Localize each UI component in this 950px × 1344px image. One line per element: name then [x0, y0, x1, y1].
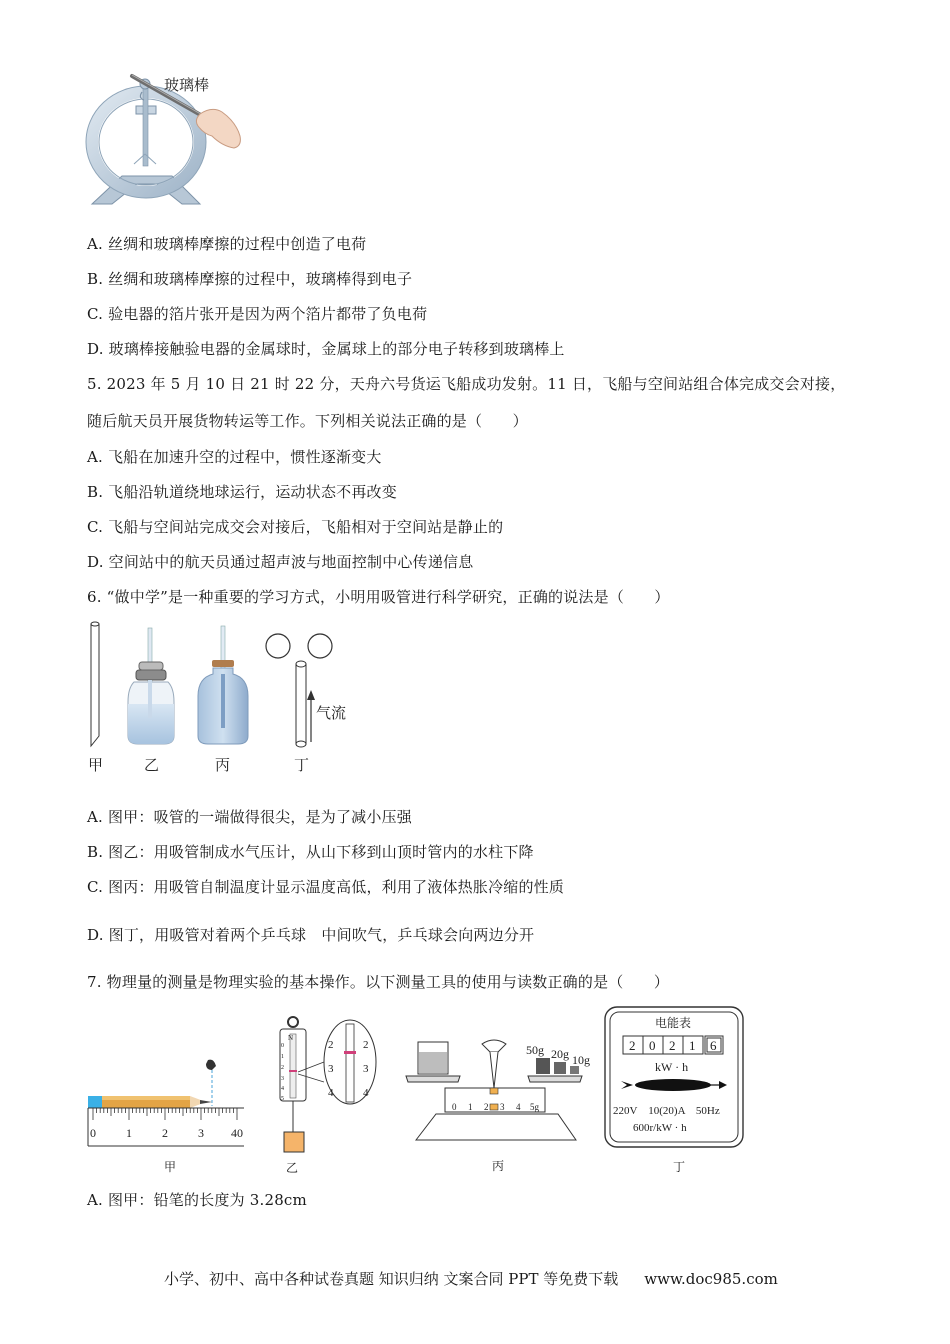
scale-4: 4: [281, 1086, 284, 1092]
fig-label-jia: 甲: [88, 758, 104, 774]
spring-scale-illustration: [262, 1012, 397, 1177]
q4-option-b: B. 丝绸和玻璃棒摩擦的过程中，玻璃棒得到电子: [87, 270, 413, 288]
ruler-tick-1: 1: [126, 1126, 132, 1140]
zoom-scale-4-right: 4: [363, 1087, 369, 1099]
thermometer-bing: [198, 626, 248, 744]
q4-option-a: A. 丝绸和玻璃棒摩擦的过程中创造了电荷: [87, 235, 367, 253]
q6-stem: 6. “做中学”是一种重要的学习方式，小明用吸管进行科学研究，正确的说法是（ ）: [87, 588, 670, 606]
q4-option-c: C. 验电器的箔片张开是因为两个箔片都带了负电荷: [87, 305, 428, 323]
q5-option-c: C. 飞船与空间站完成交会对接后，飞船相对于空间站是静止的: [87, 518, 504, 536]
glass-rod-label: 玻璃棒: [164, 78, 210, 94]
beam-3: 3: [500, 1102, 505, 1112]
q5-stem-line1: 5. 2023 年 5 月 10 日 21 时 22 分，天舟六号货运飞船成功发射。11 日，飞船与空间站组合体完成交会对接，: [87, 375, 846, 393]
electricity-meter-illustration: [603, 1005, 748, 1177]
meter-title: 电能表: [655, 1016, 692, 1030]
q7-option-a: A. 图甲：铅笔的长度为 3.28cm: [87, 1191, 307, 1209]
q5-option-a: A. 飞船在加速升空的过程中，惯性逐渐变大: [87, 448, 382, 466]
q6-option-c: C. 图丙：用吸管自制温度计显示温度高低，利用了液体热胀冷缩的性质: [87, 878, 565, 896]
caption-yi: 乙: [286, 1161, 299, 1175]
ruler-tick-4: 40: [231, 1126, 243, 1140]
zoom-scale-2-left: 2: [328, 1039, 334, 1051]
q4-option-d: D. 玻璃棒接触验电器的金属球时，金属球上的部分电子转移到玻璃棒上: [87, 340, 565, 358]
zoom-scale-4-left: 4: [328, 1087, 334, 1099]
q6-option-a: A. 图甲：吸管的一端做得很尖，是为了减小压强: [87, 808, 412, 826]
fig-label-bing: 丙: [215, 758, 231, 774]
beam-4: 4: [516, 1102, 521, 1112]
beam-0: 0: [452, 1102, 457, 1112]
ruler-tick-3: 3: [198, 1126, 204, 1140]
q5-option-b: B. 飞船沿轨道绕地球运行，运动状态不再改变: [87, 483, 397, 501]
beam-1: 1: [468, 1102, 473, 1112]
meter-digit-2: 0: [649, 1038, 656, 1053]
straw-jia: [91, 622, 99, 746]
balance-figure: [400, 1030, 600, 1175]
beam-5g: 5g: [530, 1102, 539, 1112]
spring-scale-figure: [262, 1012, 397, 1177]
electroscope-illustration: [82, 64, 257, 214]
meter-digit-4: 1: [689, 1038, 696, 1053]
ruler-pencil-illustration: [86, 1050, 251, 1175]
weight-50g: 50g: [526, 1043, 544, 1057]
meter-digit-1: 2: [629, 1038, 636, 1053]
weight-10g: 10g: [572, 1053, 590, 1067]
meter-spec-line2: 600r/kW · h: [633, 1122, 687, 1134]
ruler-tick-2: 2: [162, 1126, 168, 1140]
weight-20g: 20g: [551, 1047, 569, 1061]
scale-1: 1: [281, 1054, 284, 1060]
electroscope-figure: [82, 64, 257, 214]
zoom-scale-3-right: 3: [363, 1063, 369, 1075]
caption-ding: 丁: [673, 1160, 686, 1174]
meter-digit-3: 2: [669, 1038, 676, 1053]
zoom-scale-3-left: 3: [328, 1063, 334, 1075]
beam-2: 2: [484, 1102, 489, 1112]
caption-bing: 丙: [492, 1159, 505, 1173]
q6-option-d: D. 图丁，用吸管对着两个乒乓球 中间吹气，乒乓球会向两边分开: [87, 926, 535, 944]
q5-stem-line2: 随后航天员开展货物转运等工作。下列相关说法正确的是（ ）: [87, 412, 528, 430]
q6-option-b: B. 图乙：用吸管制成水气压计，从山下移到山顶时管内的水柱下降: [87, 843, 534, 861]
zoom-scale-2-right: 2: [363, 1039, 369, 1051]
scale-5: 5: [281, 1096, 284, 1102]
fig-label-yi: 乙: [144, 758, 160, 774]
scale-3: 3: [281, 1076, 284, 1082]
airflow-label: 气流: [316, 706, 347, 722]
electricity-meter-figure: [603, 1005, 748, 1177]
footer-url[interactable]: www.doc985.com: [644, 1270, 778, 1288]
ruler-pencil-figure: [86, 1050, 251, 1175]
scale-2: 2: [281, 1065, 284, 1071]
meter-spec-line1: 220V 10(20)A 50Hz: [613, 1105, 720, 1117]
scale-0: 0: [281, 1043, 284, 1049]
page-footer: [164, 1268, 778, 1289]
straw-experiments-figure: [82, 618, 372, 778]
barometer-yi: [128, 628, 174, 744]
ruler-tick-0: 0: [90, 1126, 96, 1140]
q5-option-d: D. 空间站中的航天员通过超声波与地面控制中心传递信息: [87, 553, 474, 571]
straw-experiments-illustration: [82, 618, 372, 778]
balance-illustration: [400, 1030, 600, 1175]
ping-pong-ding: [266, 634, 346, 747]
fig-label-ding: 丁: [294, 758, 310, 774]
caption-jia: 甲: [164, 1160, 177, 1174]
footer-text: 小学、初中、高中各种试卷真题 知识归纳 文案合同 PPT 等免费下载: [164, 1270, 619, 1288]
meter-digit-5: 6: [710, 1038, 717, 1053]
spring-scale-unit: N: [288, 1034, 294, 1042]
q7-stem: 7. 物理量的测量是物理实验的基本操作。以下测量工具的使用与读数正确的是（ ）: [87, 973, 670, 991]
meter-unit: kW · h: [655, 1060, 689, 1074]
